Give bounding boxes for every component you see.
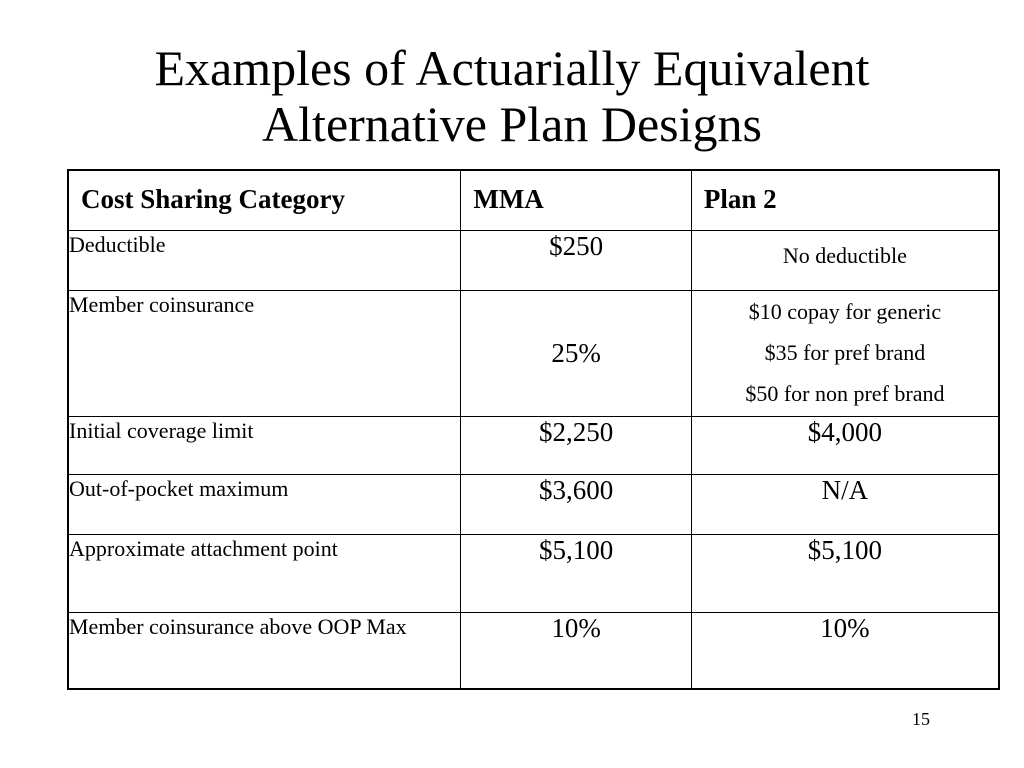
table-row <box>68 417 999 475</box>
mma-value-cell: $3,600 <box>461 475 691 535</box>
category-cell: Deductible <box>68 231 461 291</box>
mma-value-cell: 25% <box>461 291 691 417</box>
plan2-value-cell: No deductible <box>691 231 999 291</box>
copay-non-pref-brand: $50 for non pref brand <box>745 381 945 406</box>
copay-pref-brand: $35 for pref brand <box>764 340 926 365</box>
plan2-value-cell <box>691 291 999 417</box>
plan-comparison-table <box>67 169 1000 690</box>
mma-value-cell: $250 <box>461 231 691 291</box>
page-number: 15 <box>912 709 930 729</box>
header-cost-sharing-category: Cost Sharing Category <box>68 170 461 231</box>
plan2-value-cell: $5,100 <box>691 535 999 613</box>
plan2-value-cell: N/A <box>691 475 999 535</box>
category-cell: Member coinsurance above OOP Max <box>68 613 461 689</box>
slide-title-line-1: Examples of Actuarially Equivalent <box>154 40 870 96</box>
mma-value-cell: $2,250 <box>461 417 691 475</box>
header-plan-2: Plan 2 <box>691 170 999 231</box>
slide-title <box>0 40 1024 152</box>
table-header-row <box>68 170 999 231</box>
mma-value-cell: $5,100 <box>461 535 691 613</box>
slide-title-line-2: Alternative Plan Designs <box>262 96 762 152</box>
category-cell: Member coinsurance <box>68 291 461 417</box>
header-mma: MMA <box>461 170 691 231</box>
category-cell: Initial coverage limit <box>68 417 461 475</box>
copay-generic: $10 copay for generic <box>748 299 942 324</box>
table-row <box>68 475 999 535</box>
plan2-value-cell: $4,000 <box>691 417 999 475</box>
table-row <box>68 231 999 291</box>
table-row <box>68 535 999 613</box>
mma-value-cell: 10% <box>461 613 691 689</box>
table-row <box>68 291 999 417</box>
category-cell: Out-of-pocket maximum <box>68 475 461 535</box>
table-row <box>68 613 999 689</box>
category-cell: Approximate attachment point <box>68 535 461 613</box>
plan2-value-cell: 10% <box>691 613 999 689</box>
